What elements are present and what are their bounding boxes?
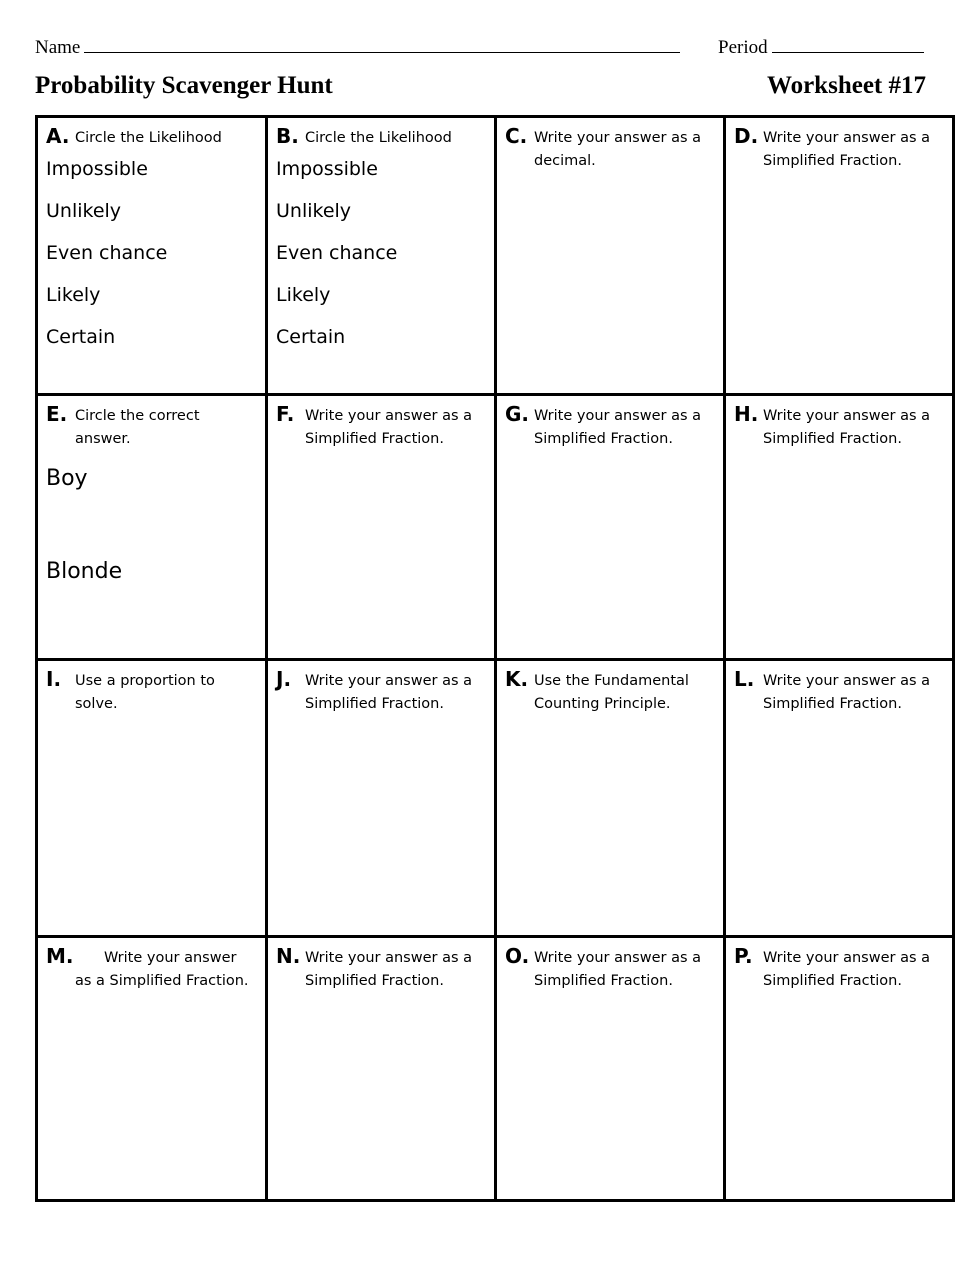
option-certain[interactable]: Certain (276, 326, 346, 348)
name-blank-line[interactable] (84, 36, 680, 53)
cell-instruction: Use the Fundamental Counting Principle. (534, 673, 689, 712)
choice-blonde[interactable]: Blonde (46, 559, 123, 584)
cell-instruction: Write your answer as a Simplified Fraction. (75, 950, 249, 989)
cell-d[interactable] (726, 118, 952, 396)
cell-instruction: Write your answer as a Simplified Fraction. (534, 408, 702, 447)
worksheet-number: Worksheet #17 (766, 72, 926, 99)
cell-k[interactable] (497, 661, 726, 938)
likelihood-options (276, 154, 486, 358)
cell-instruction: Use a proportion to solve. (75, 673, 215, 712)
cell-instruction: Circle the Likelihood (75, 130, 222, 146)
cell-instruction: Circle the Likelihood (305, 130, 452, 146)
option-likely[interactable]: Likely (46, 284, 101, 306)
cell-letter: H. (734, 402, 759, 426)
cell-f[interactable] (268, 396, 497, 661)
cell-letter: E. (46, 402, 68, 426)
option-likely[interactable]: Likely (276, 284, 331, 306)
cell-e[interactable] (38, 396, 268, 661)
cell-instruction: Write your answer as a Simplified Fraction. (305, 408, 473, 447)
period-field[interactable] (718, 36, 924, 59)
name-label: Name (35, 37, 81, 58)
cell-letter: G. (505, 402, 530, 426)
cell-letter: L. (734, 667, 755, 691)
cell-g[interactable] (497, 396, 726, 661)
likelihood-options (46, 154, 257, 358)
cell-n[interactable] (268, 938, 497, 1199)
cell-i[interactable] (38, 661, 268, 938)
cell-letter: D. (734, 124, 759, 148)
name-field[interactable] (35, 36, 680, 59)
cell-instruction: Write your answer as a Simplified Fraction. (305, 673, 473, 712)
cell-h[interactable] (726, 396, 952, 661)
option-certain[interactable]: Certain (46, 326, 116, 348)
option-unlikely[interactable]: Unlikely (276, 200, 352, 222)
cell-j[interactable] (268, 661, 497, 938)
option-impossible[interactable]: Impossible (276, 158, 378, 180)
cell-letter: F. (276, 402, 295, 426)
cell-letter: J. (276, 667, 292, 691)
answer-grid (35, 115, 955, 1202)
cell-instruction: Write your answer as a Simplified Fraction. (534, 950, 702, 989)
option-unlikely[interactable]: Unlikely (46, 200, 122, 222)
cell-letter: A. (46, 124, 70, 148)
cell-letter: I. (46, 667, 62, 691)
cell-instruction: Write your answer as a Simplified Fraction. (763, 950, 931, 989)
cell-l[interactable] (726, 661, 952, 938)
cell-instruction: Write your answer as a Simplified Fraction. (305, 950, 473, 989)
period-label: Period (718, 37, 768, 58)
cell-letter: N. (276, 944, 301, 968)
cell-letter: M. (46, 944, 74, 968)
cell-letter: B. (276, 124, 299, 148)
choice-boy[interactable]: Boy (46, 466, 88, 491)
page-title: Probability Scavenger Hunt (35, 72, 333, 99)
cell-m[interactable] (38, 938, 268, 1199)
option-even-chance[interactable]: Even chance (276, 242, 398, 264)
cell-c[interactable] (497, 118, 726, 396)
cell-instruction: Write your answer as a Simplified Fraction. (763, 408, 931, 447)
cell-o[interactable] (497, 938, 726, 1199)
cell-letter: P. (734, 944, 753, 968)
period-blank-line[interactable] (772, 36, 924, 53)
cell-b[interactable] (268, 118, 497, 396)
cell-a[interactable] (38, 118, 268, 396)
cell-instruction: Write your answer as a decimal. (534, 130, 702, 169)
option-even-chance[interactable]: Even chance (46, 242, 168, 264)
cell-p[interactable] (726, 938, 952, 1199)
option-impossible[interactable]: Impossible (46, 158, 148, 180)
cell-instruction: Write your answer as a Simplified Fraction. (763, 130, 931, 169)
cell-letter: K. (505, 667, 529, 691)
cell-letter: C. (505, 124, 528, 148)
cell-letter: O. (505, 944, 530, 968)
cell-instruction: Write your answer as a Simplified Fraction. (763, 673, 931, 712)
cell-instruction: Circle the correct answer. (75, 408, 200, 447)
